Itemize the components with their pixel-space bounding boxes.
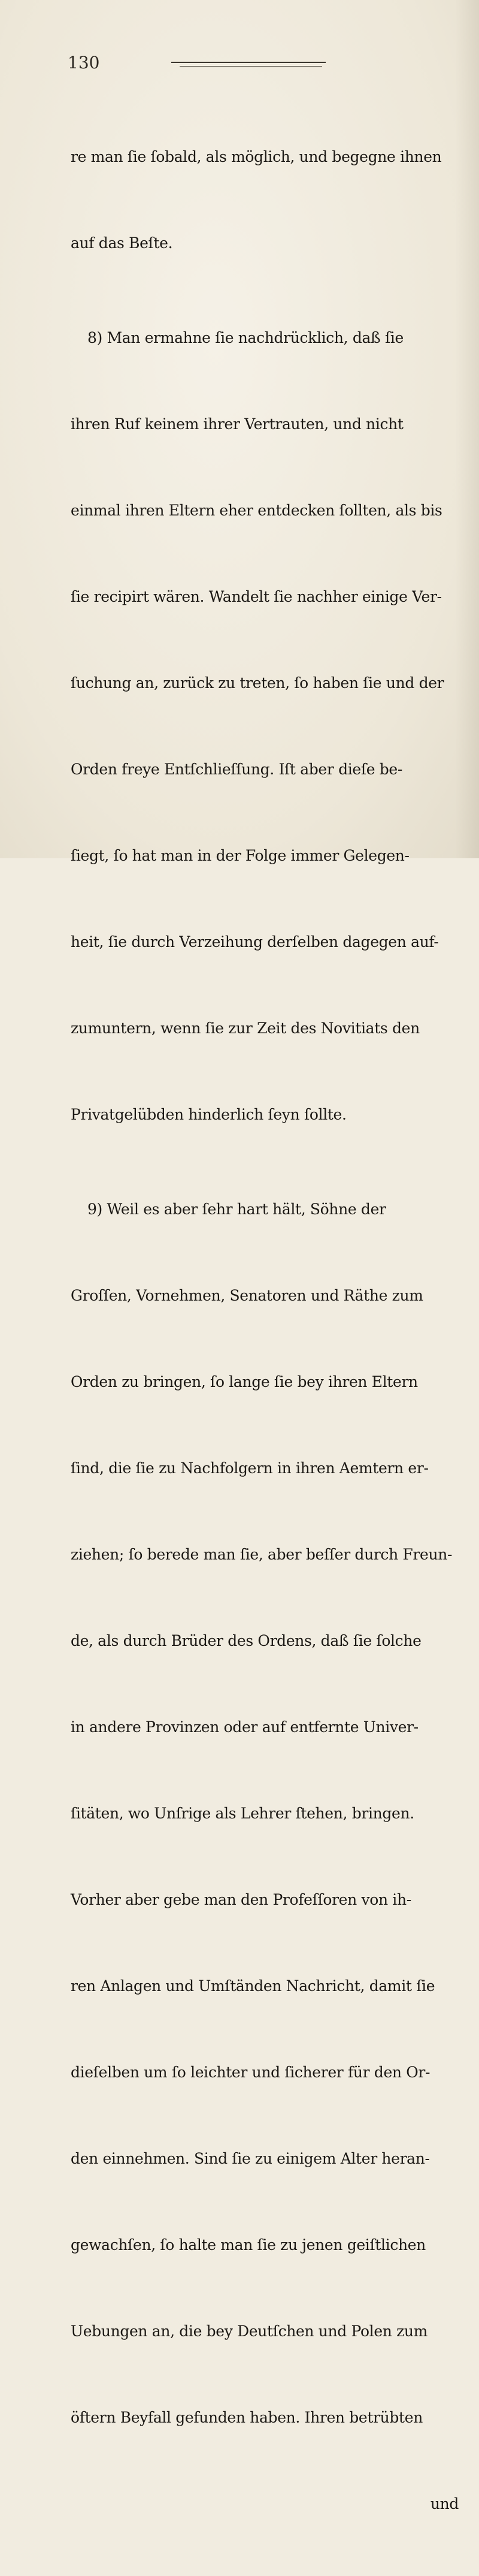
- text-line: gewachſen, ſo halte man ſie zu jenen geiſtlichen: [71, 2236, 426, 2254]
- header-rule-thin: [180, 66, 322, 67]
- catchword: und: [430, 2495, 459, 2512]
- text-line: ſind, die ſie zu Nachfolgern in ihren Aemtern er-: [71, 1459, 429, 1477]
- text-line: in andere Provinzen oder auf entfernte Univer-: [71, 1718, 419, 1736]
- text-line: den einnehmen. Sind ſie zu einigem Alter heran-: [71, 2150, 430, 2167]
- page-number: 130: [68, 53, 100, 73]
- text-line: 9) Weil es aber ſehr hart hält, Söhne der: [87, 1200, 386, 1218]
- text-line: ſie recipirt wären. Wandelt ſie nachher einige Ver-: [71, 588, 442, 605]
- text-line: ſiegt, ſo hat man in der Folge immer Gelegen-: [71, 847, 410, 864]
- text-line: ihren Ruf keinem ihrer Vertrauten, und nicht: [71, 415, 404, 433]
- text-line: de, als durch Brüder des Ordens, daß ſie ſolche: [71, 1632, 422, 1649]
- text-line: Orden zu bringen, ſo lange ſie bey ihren Eltern: [71, 1373, 418, 1390]
- text-line: dieſelben um ſo leichter und ſicherer für den Or-: [71, 2064, 431, 2081]
- text-line: Groſſen, Vornehmen, Senatoren und Räthe zum: [71, 1287, 423, 1304]
- body-text: [71, 85, 459, 2576]
- text-line: Privatgelübden hinderlich ſeyn ſollte.: [71, 1106, 347, 1123]
- text-line: auf das Beſte.: [71, 234, 173, 252]
- text-line: ziehen; ſo berede man ſie, aber beſſer durch Freun-: [71, 1546, 453, 1563]
- text-line: Vorher aber gebe man den Profeſſoren von ih-: [71, 1891, 411, 1908]
- text-line: ſitäten, wo Unſrige als Lehrer ſtehen, bringen.: [71, 1805, 414, 1822]
- text-line: heit, ſie durch Verzeihung derſelben dagegen auf-: [71, 933, 439, 951]
- text-line: zumuntern, wenn ſie zur Zeit des Novitiats den: [71, 1019, 420, 1037]
- text-line: 8) Man ermahne ſie nachdrücklich, daß ſie: [87, 329, 404, 346]
- text-line: Uebungen an, die bey Deutſchen und Polen zum: [71, 2322, 428, 2340]
- text-line: ſuchung an, zurück zu treten, ſo haben ſie und der: [71, 674, 444, 692]
- text-line: Orden freye Entſchlieſſung. Iſt aber dieſe be-: [71, 761, 402, 778]
- text-line: öftern Beyfall gefunden haben. Ihren betrübten: [71, 2409, 423, 2426]
- text-line: re man ſie ſobald, als möglich, und begegne ihnen: [71, 148, 442, 165]
- text-line: ren Anlagen und Umſtänden Nachricht, damit ſie: [71, 1977, 435, 1995]
- header-rule: [171, 62, 326, 63]
- text-line: einmal ihren Eltern eher entdecken ſollten, als bis: [71, 502, 442, 519]
- page-edge-shadow: [455, 0, 479, 858]
